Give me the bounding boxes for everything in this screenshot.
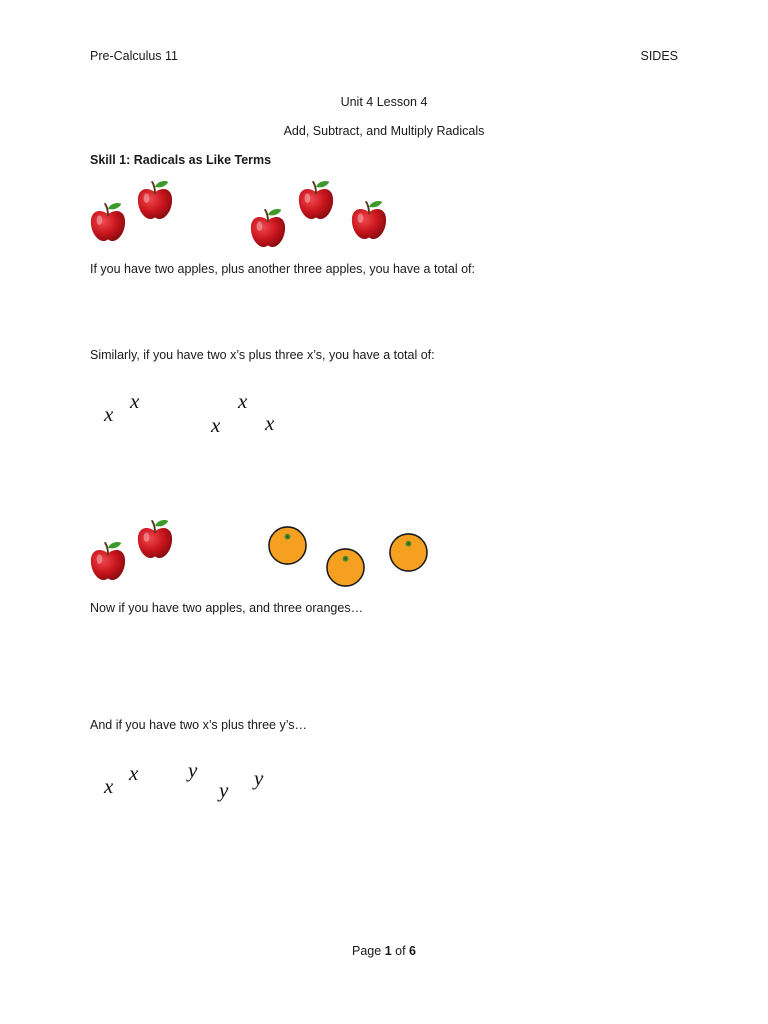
variable-x: x	[104, 402, 114, 426]
paragraph-x-total: Similarly, if you have two x’s plus three x’s, you have a total of:	[90, 348, 435, 362]
page-number	[0, 943, 768, 959]
apple-icon	[136, 518, 174, 560]
apple-icon	[297, 179, 335, 221]
paragraph-apples-total: If you have two apples, plus another three apples, you have a total of:	[90, 262, 475, 276]
unit-lesson: Unit 4 Lesson 4	[340, 95, 428, 109]
page-of: of	[391, 944, 410, 958]
variable-x: x	[104, 774, 114, 798]
paragraph-apples-oranges: Now if you have two apples, and three oranges…	[90, 601, 364, 615]
orange-icon	[267, 525, 308, 566]
apple-icon	[89, 540, 127, 582]
paragraph-x-y: And if you have two x’s plus three y’s…	[90, 718, 308, 732]
page-total: 6	[409, 944, 416, 958]
header-course: Pre-Calculus 11	[90, 49, 179, 63]
variable-x: x	[129, 761, 139, 785]
apple-icon	[249, 207, 287, 249]
apple-icon	[136, 179, 174, 221]
skill-heading: Skill 1: Radicals as Like Terms	[90, 153, 272, 167]
variable-x: x	[265, 411, 275, 435]
variable-x: x	[238, 389, 248, 413]
variable-x: x	[211, 413, 221, 437]
orange-icon	[325, 547, 366, 588]
apple-icon	[89, 201, 127, 243]
variable-x: x	[130, 389, 140, 413]
header-sides: SIDES	[640, 49, 678, 63]
variable-y: y	[188, 758, 198, 782]
apple-icon	[350, 199, 388, 241]
variable-y: y	[254, 766, 264, 790]
lesson-title: Add, Subtract, and Multiply Radicals	[283, 124, 485, 138]
page-current: 1	[384, 944, 392, 958]
page-label: Page	[352, 944, 385, 958]
orange-icon	[388, 532, 429, 573]
variable-y: y	[219, 778, 229, 802]
